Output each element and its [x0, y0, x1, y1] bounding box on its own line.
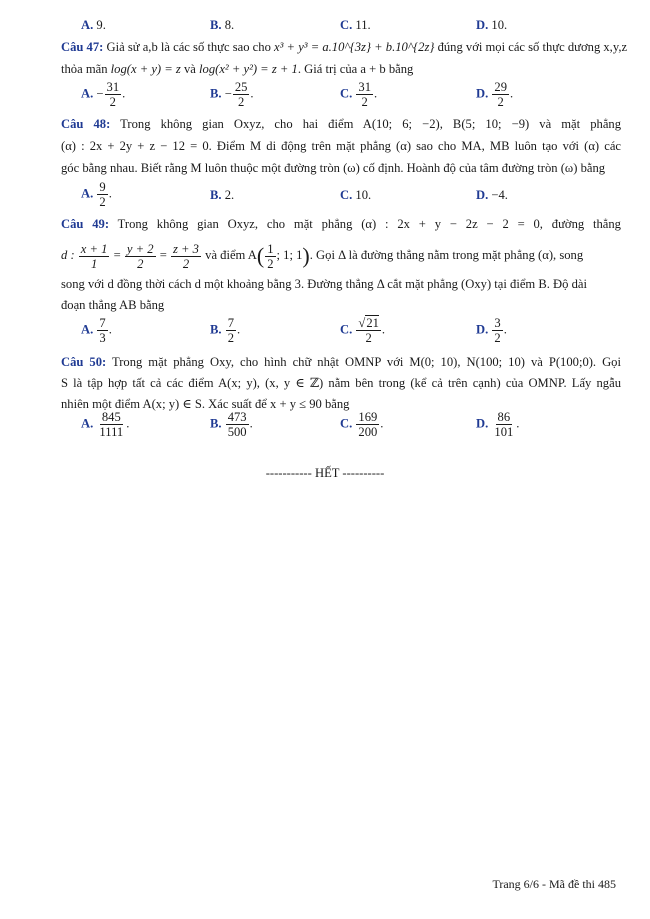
q49-answer-c: C. $\frac{√21}{2}$ . — [340, 316, 386, 345]
q48-line-1: Câu 48: Trong không gian Oxyz, cho hai điểm A(10; 6; −2), B(5; 10; −9) và mặt phẳng — [61, 117, 621, 131]
q47-answer-c: C. $\frac{31}{2}$ . — [340, 80, 378, 109]
q48-answer-b: B. 2. — [210, 188, 235, 202]
q46-answer-c: C. 11. — [340, 18, 371, 32]
q47-answer-b: B. − $\frac{25}{2}$ . — [210, 80, 254, 109]
q47-condition-equation: x³ + y³ = a.10^{3z} + b.10^{2z} — [274, 40, 435, 54]
q46-answer-a: A. 9. — [81, 18, 106, 32]
q48-line-3: góc bằng nhau. Biết rằng M luôn thuộc một đường tròn (ω) cố định. Hoành độ của tâm đường tròn (ω) bằng — [61, 161, 606, 175]
q47-answer-d: D. $\frac{29}{2}$ . — [476, 80, 514, 109]
q49-line-3: song với d đồng thời cách d một khoảng bằng 3. Đường thẳng Δ cắt mặt phẳng (Oxy) tại điểm B. Độ dài — [61, 277, 587, 291]
q46-answer-b: B. 8. — [210, 18, 235, 32]
q49-answer-d: D. $\frac{3}{2}$ . — [476, 316, 507, 345]
q48-answer-a: A. $\frac{9}{2}$ . — [81, 180, 112, 209]
q49-answer-a: A. $\frac{7}{3}$ . — [81, 316, 112, 345]
q50-line-1: Câu 50: Trong mặt phẳng Oxy, cho hình chữ nhật OMNP với M(0; 10), N(100; 10) và P(100;0). Gọi — [61, 355, 621, 369]
end-marker: ----------- HẾT ---------- — [265, 466, 385, 480]
q49-line-4: đoạn thẳng AB bằng — [61, 298, 165, 312]
q47-line-1: Câu 47: Giả sử a,b là các số thực sao cho x³ + y³ = a.10^{3z} + b.10^{2z} đúng với mọi các số thực dương x,y,z — [61, 40, 628, 54]
q50-line-3: nhiên một điểm A(x; y) ∈ S. Xác suất để x + y ≤ 90 bằng — [61, 397, 350, 411]
q50-line-2: S là tập hợp tất cả các điểm A(x; y), (x, y ∈ ℤ) nằm bên trong (kể cả trên cạnh) của OMNP. Lấy ngẫu — [61, 376, 621, 390]
q50-answer-d: D. $\frac{86}{101}$ . — [476, 410, 520, 439]
q50-answer-a: A. $\frac{845}{1111}$ . — [81, 410, 130, 439]
q49-answer-b: B. $\frac{7}{2}$ . — [210, 316, 241, 345]
q49-line-2: d : $\frac{x + 1}{1}$ = $\frac{y + 2}{2}$ = $\frac{z + 3}{2}$ và điểm A( $\frac{1}{2}$ ; 1; 1). Gọi Δ là đường thẳng nằm trong mặt phẳng (α), song — [61, 241, 584, 271]
q48-answer-c: C. 10. — [340, 188, 372, 202]
q49-line-1: Câu 49: Trong không gian Oxyz, cho mặt phẳng (α) : 2x + y − 2z − 2 = 0, đường thẳng — [61, 217, 621, 231]
page-footer: Trang 6/6 - Mã đề thi 485 — [492, 877, 616, 891]
q48-line-2: (α) : 2x + 2y + z − 12 = 0. Điểm M di động trên mặt phẳng (α) sao cho MA, MB luôn tạo với (α) các — [61, 139, 621, 153]
q48-answer-d: D. −4. — [476, 188, 508, 202]
q50-answer-c: C. $\frac{169}{200}$ . — [340, 410, 384, 439]
q46-answer-d: D. 10. — [476, 18, 508, 32]
q47-line-2: thỏa mãn log(x + y) = z và log(x² + y²) = z + 1. Giá trị của a + b bằng — [61, 62, 414, 76]
q47-answer-a: A. − $\frac{31}{2}$ . — [81, 80, 126, 109]
q50-answer-b: B. $\frac{473}{500}$ . — [210, 410, 253, 439]
